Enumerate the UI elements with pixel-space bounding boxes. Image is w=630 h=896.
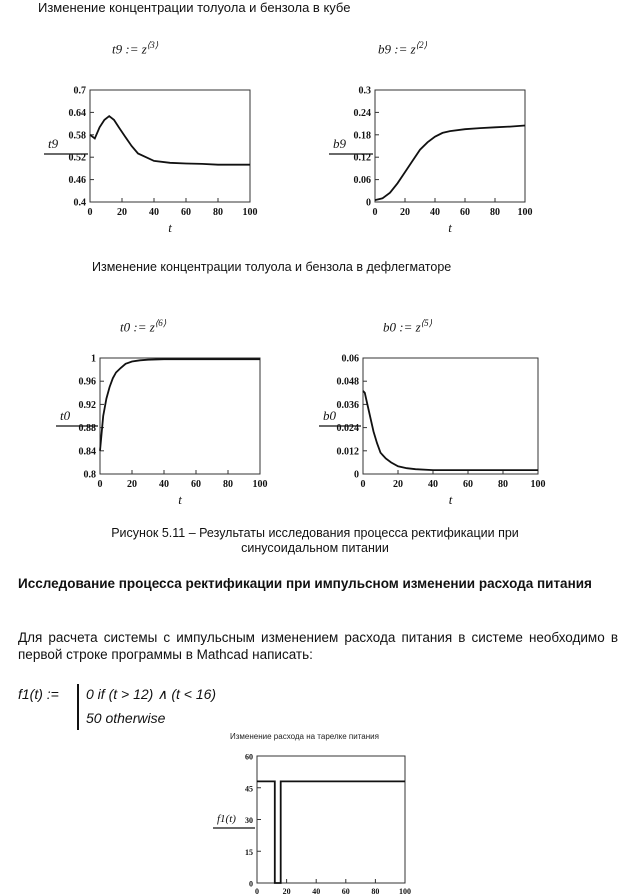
f1-ytick-label: 0 <box>249 879 253 889</box>
t9-ytick-label: 0.64 <box>68 107 86 119</box>
section-paragraph: Для расчета системы с импульсным изменением расхода питания в системе необходимо в первой строке программы в Mathcad написать: <box>18 630 618 662</box>
b0-xtick-label: 20 <box>393 479 403 490</box>
b0-xlabel: t <box>448 492 453 507</box>
f1-xtick-label: 80 <box>371 887 380 896</box>
t0-xtick-label: 40 <box>159 479 169 490</box>
b0-xtick-label: 80 <box>498 479 508 490</box>
b9-xlabel: t <box>448 220 452 235</box>
f1-xtick-label: 40 <box>312 887 321 896</box>
b9-ylabel: b9 <box>333 136 346 151</box>
t0-ytick-label: 0.88 <box>78 423 96 435</box>
f1-ylabel: f1(t) <box>217 813 236 825</box>
b0-xtick-label: 100 <box>530 479 546 490</box>
b9-xtick-label: 20 <box>400 207 410 218</box>
b9-ytick-label: 0.06 <box>353 175 371 187</box>
b0-ylabel: b0 <box>323 408 336 423</box>
b0-ytick-label: 0.06 <box>341 353 359 365</box>
b9-ytick-label: 0.18 <box>353 130 371 142</box>
b9-ytick-label: 0.3 <box>358 85 371 97</box>
b9-series-line <box>375 126 525 201</box>
b0-ytick-label: 0 <box>354 469 359 481</box>
t0-xtick-label: 60 <box>191 479 201 490</box>
caption-top: Изменение концентрации толуола и бензола в кубе <box>38 0 351 15</box>
t0-xtick-label: 20 <box>127 479 137 490</box>
t0-xtick-label: 100 <box>252 479 268 490</box>
def-b0: b0 := $z^{⟨5⟩}$ <box>383 318 433 335</box>
t0-ylabel: t0 <box>60 408 71 423</box>
t0-frame <box>100 358 260 474</box>
b9-xtick-label: 60 <box>460 207 470 218</box>
chart-f1 <box>205 748 420 896</box>
t9-ytick-label: 0.4 <box>73 197 86 209</box>
b0-xtick-label: 60 <box>463 479 473 490</box>
t9-ytick-label: 0.46 <box>68 175 86 187</box>
t9-ytick-label: 0.58 <box>68 130 86 142</box>
b9-xtick-label: 80 <box>490 207 500 218</box>
f1-xtick-label: 0 <box>255 887 259 896</box>
t9-xtick-label: 100 <box>242 207 258 218</box>
t0-ytick-label: 0.96 <box>78 376 96 388</box>
f1-frame <box>257 756 405 883</box>
t9-xtick-label: 0 <box>87 207 93 218</box>
formula-line2: 50 otherwise <box>86 710 166 726</box>
t9-series-line <box>90 116 250 165</box>
b9-ytick-label: 0.24 <box>353 107 371 119</box>
chart-t9 <box>40 80 270 250</box>
f1-xtick-label: 60 <box>341 887 350 896</box>
t0-ytick-label: 0.92 <box>78 399 96 411</box>
caption-middle: Изменение концентрации толуола и бензола в дефлегматоре <box>92 260 452 274</box>
t9-ytick-label: 0.7 <box>73 85 86 97</box>
figure-caption <box>0 526 630 556</box>
b0-xtick-label: 40 <box>428 479 438 490</box>
b9-ytick-label: 0.12 <box>353 152 371 164</box>
b9-xtick-label: 40 <box>430 207 440 218</box>
b0-ytick-label: 0.024 <box>336 423 359 435</box>
f1-ytick-label: 45 <box>245 784 253 794</box>
b0-ytick-label: 0.048 <box>336 376 359 388</box>
chart-b0 <box>315 350 555 520</box>
f1-ytick-label: 15 <box>245 847 253 857</box>
t9-ytick-label: 0.52 <box>68 152 86 164</box>
t9-xtick-label: 80 <box>213 207 223 218</box>
chart-t0 <box>50 350 280 520</box>
t9-xtick-label: 40 <box>149 207 159 218</box>
formula-line1: 0 if (t > 12) ∧ (t < 16) <box>86 686 217 702</box>
t0-xlabel: t <box>178 492 182 507</box>
def-t0: t0 := $z^{⟨6⟩}$ <box>120 318 167 335</box>
t9-xlabel: t <box>168 220 172 235</box>
f1-xtick-label: 20 <box>282 887 291 896</box>
def-t9: t9 := $z^{⟨3⟩}$ <box>112 40 159 57</box>
figure-caption-line2: синусоидальном питании <box>241 541 389 555</box>
b0-ytick-label: 0.036 <box>336 399 359 411</box>
f1-series-line <box>257 781 405 883</box>
section-heading: Исследование процесса ректификации при импульсном изменении расхода питания <box>18 576 592 591</box>
b9-xtick-label: 100 <box>517 207 533 218</box>
b9-ytick-label: 0 <box>366 197 371 209</box>
t0-series-line <box>100 359 260 451</box>
t9-xtick-label: 20 <box>117 207 127 218</box>
t0-xtick-label: 0 <box>97 479 103 490</box>
t9-frame <box>90 90 250 202</box>
figure-caption-line1: Рисунок 5.11 – Результаты исследования процесса ректификации при <box>111 526 519 540</box>
def-b9: b9 := $z^{⟨2⟩}$ <box>378 40 428 57</box>
f1-xtick-label: 100 <box>399 887 411 896</box>
f1-ytick-label: 60 <box>245 752 253 762</box>
b0-series-line <box>363 391 538 470</box>
t9-xtick-label: 60 <box>181 207 191 218</box>
t0-xtick-label: 80 <box>223 479 233 490</box>
b9-xtick-label: 0 <box>372 207 378 218</box>
t0-ytick-label: 0.8 <box>83 469 96 481</box>
b0-frame <box>363 358 538 474</box>
b9-frame <box>375 90 525 202</box>
formula-brace <box>77 684 79 730</box>
chart-b9 <box>325 80 555 250</box>
b0-xtick-label: 0 <box>360 479 366 490</box>
f1-ytick-label: 30 <box>245 816 253 825</box>
b0-ytick-label: 0.012 <box>336 446 359 458</box>
formula-label: f1(t) := <box>18 686 59 702</box>
t9-ylabel: t9 <box>48 136 59 151</box>
chart-f1-title: Изменение расхода на тарелке питания <box>230 732 379 741</box>
t0-ytick-label: 0.84 <box>78 446 96 458</box>
t0-ytick-label: 1 <box>91 353 96 365</box>
